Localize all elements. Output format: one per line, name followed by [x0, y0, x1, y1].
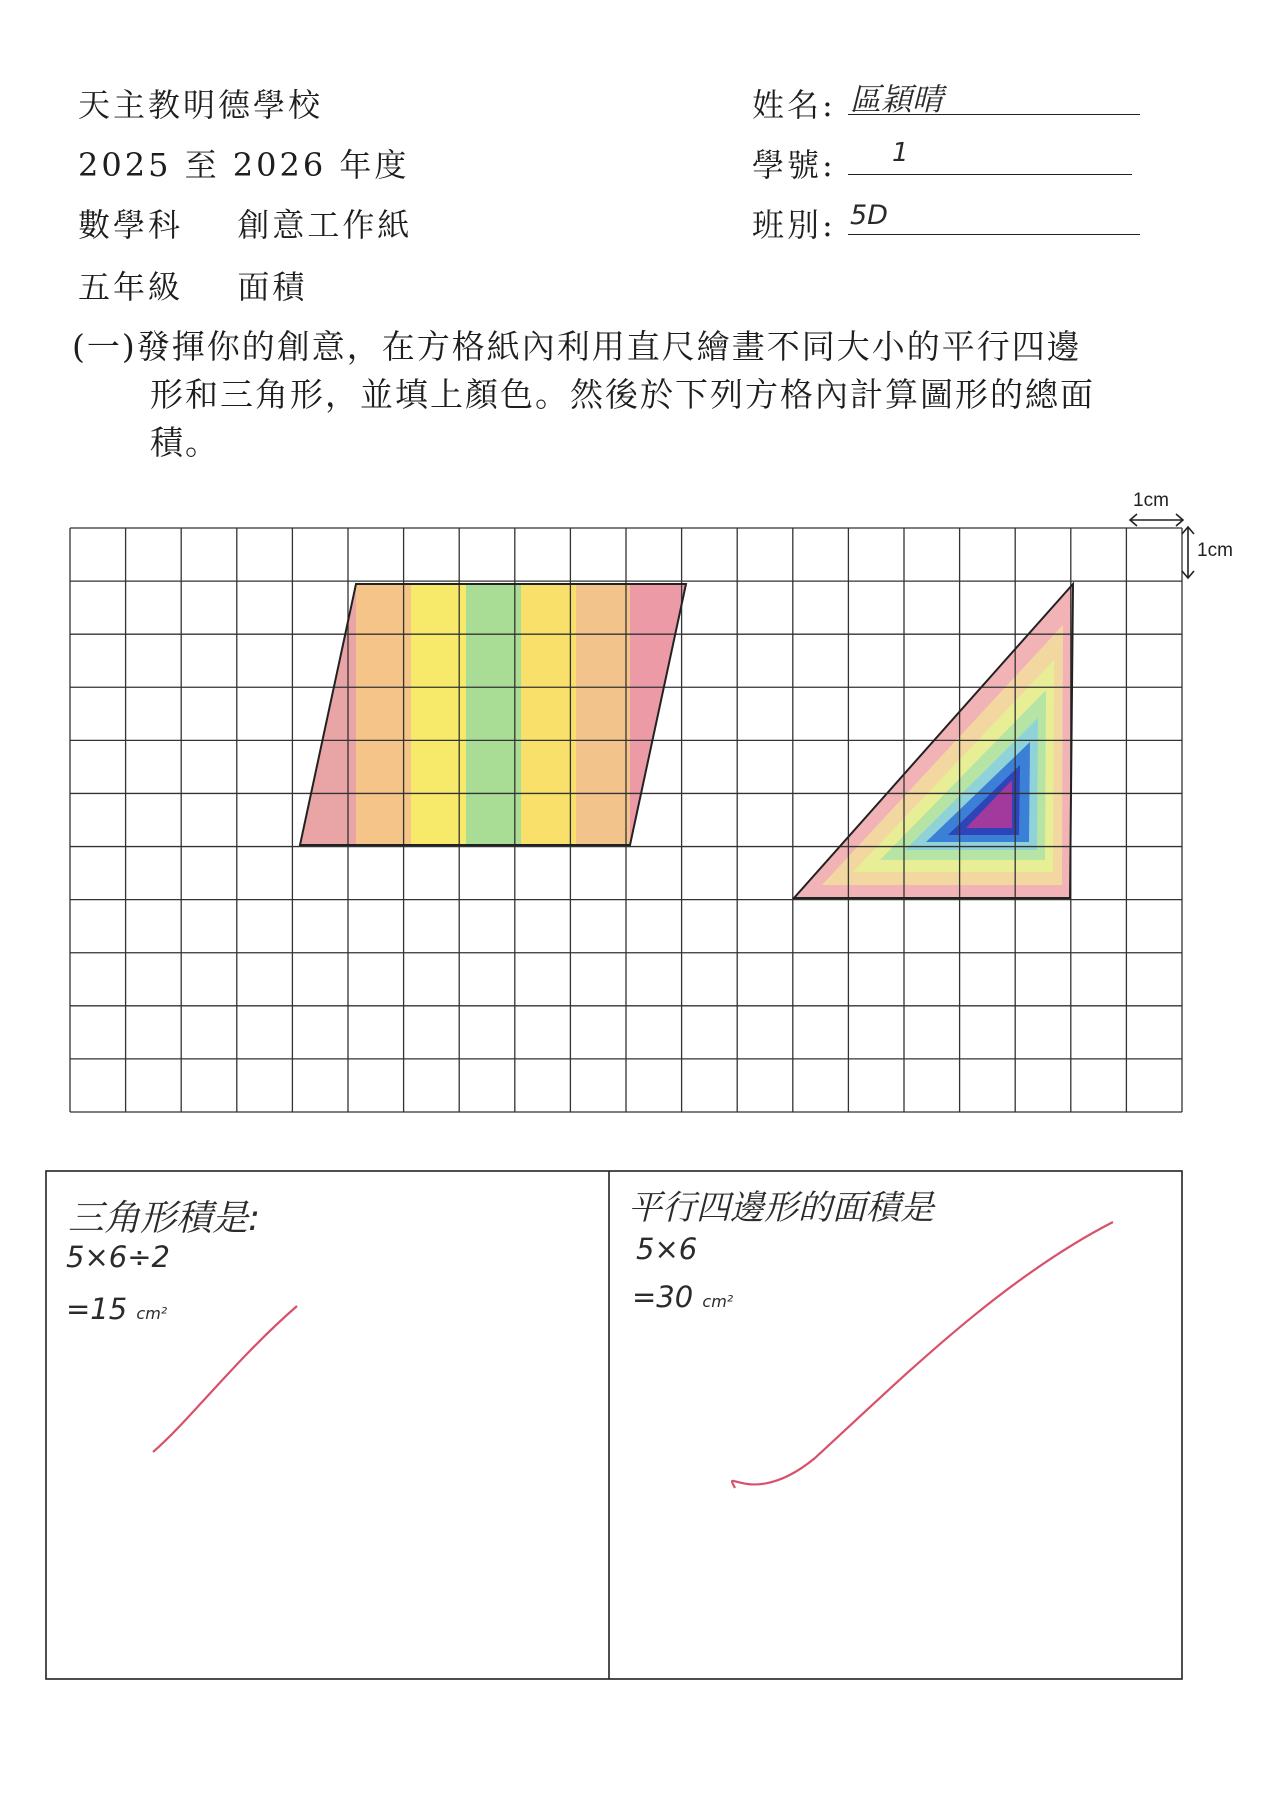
unit-label-horizontal: 1cm — [1133, 490, 1169, 511]
grade: 五年級 — [78, 268, 184, 306]
parallelogram-answer-title: 平行四邊形的面積是 — [628, 1188, 934, 1228]
school-name: 天主教明德學校 — [78, 86, 324, 124]
grid-lines — [70, 528, 1182, 1112]
triangle-answer-value: =15 — [66, 1292, 128, 1326]
triangle-answer-unit: cm² — [136, 1304, 168, 1323]
parallelogram-answer-line-2 — [632, 1280, 733, 1314]
triangle-check-mark — [153, 1306, 297, 1452]
parallelogram-answer-unit: cm² — [702, 1292, 734, 1311]
parallelogram-check-mark — [732, 1222, 1113, 1488]
class-label: 班別: — [752, 206, 836, 244]
name-value: 區穎晴 — [850, 82, 943, 118]
number-value: 1 — [892, 138, 909, 168]
instruction-text-1: 發揮你的創意，在方格紙內利用直尺繪畫不同大小的平行四邊 — [136, 327, 1082, 366]
triangle-answer-title: 三角形積是: — [68, 1198, 261, 1239]
number-label: 學號: — [752, 146, 836, 184]
school-year: 2025 至 2026 年度 — [78, 146, 410, 184]
class-value: 5D — [850, 200, 888, 231]
parallelogram-answer-value: =30 — [632, 1280, 694, 1314]
triangle-answer-line-1: 5×6÷2 — [66, 1240, 170, 1274]
instruction-line-2: 形和三角形，並填上顏色。然後於下列方格內計算圖形的總面 — [150, 375, 1095, 414]
topic: 面積 — [237, 268, 308, 306]
subject: 數學科 — [78, 206, 184, 244]
worksheet-type: 創意工作紙 — [237, 206, 413, 244]
unit-ruler — [1130, 514, 1194, 578]
triangle-answer-line-2 — [66, 1292, 167, 1326]
instruction-number: (一) — [72, 327, 137, 366]
name-label: 姓名: — [752, 86, 836, 124]
parallelogram-fill — [290, 580, 690, 850]
answer-boxes — [46, 1171, 1182, 1679]
instruction-line-3: 積。 — [150, 423, 220, 462]
parallelogram-answer-line-1: 5×6 — [636, 1232, 698, 1266]
unit-label-vertical: 1cm — [1197, 540, 1233, 561]
